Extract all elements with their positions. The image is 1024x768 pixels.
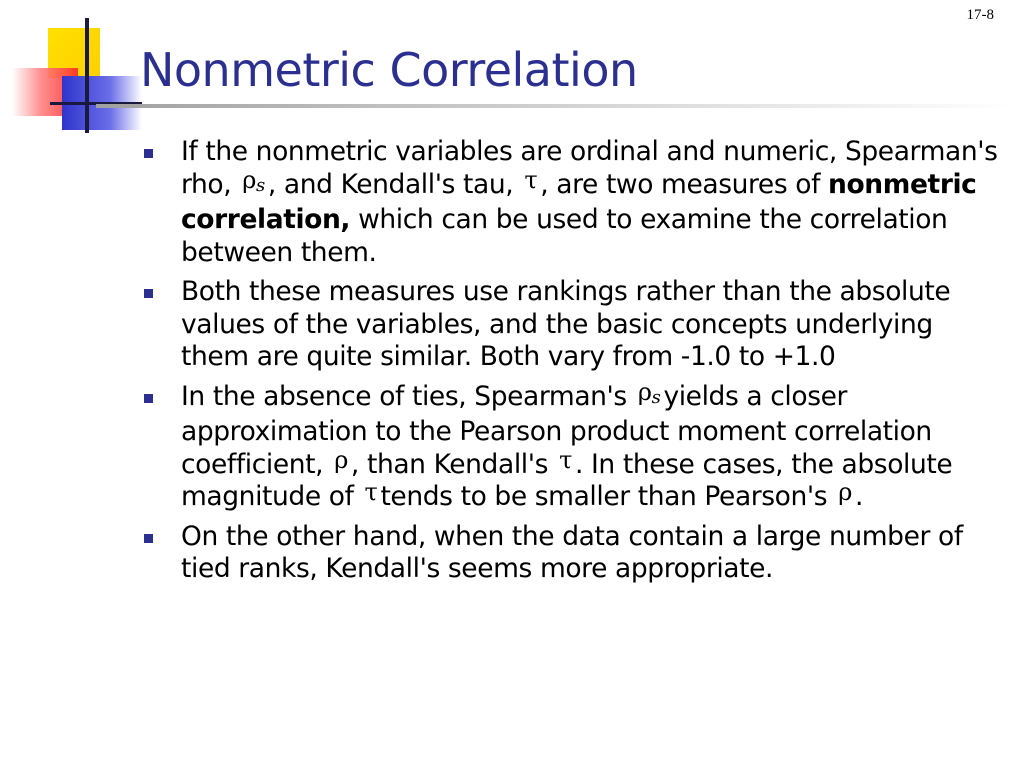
bullet-text bbox=[181, 136, 1004, 269]
kendall-tau-symbol: τ bbox=[364, 478, 378, 506]
kendall-tau-symbol: τ bbox=[559, 445, 572, 474]
bullet-text bbox=[181, 377, 1004, 514]
kendall-tau-symbol: τ bbox=[524, 165, 538, 194]
pearson-rho-symbol: ρ bbox=[334, 445, 348, 474]
title-divider bbox=[96, 104, 1014, 108]
rho-subscript: s bbox=[256, 174, 265, 196]
rho-glyph: ρ bbox=[242, 165, 257, 194]
spearman-rho-symbol bbox=[239, 164, 268, 200]
text-run: , and Kendall's tau, bbox=[267, 168, 522, 200]
spearman-rho-symbol bbox=[635, 376, 664, 412]
bullet-text: On the other hand, when the data contain a large number of tied ranks, Kendall's seems more appropriate. bbox=[181, 520, 963, 584]
square-bullet-icon bbox=[144, 394, 153, 403]
bullet-item bbox=[144, 276, 1004, 374]
bullet-item bbox=[144, 521, 1004, 586]
bullet-list bbox=[144, 136, 1004, 593]
slide-number: 17-8 bbox=[966, 7, 994, 23]
text-run: If the nonmetric variables are ordinal and numeric, Spearman's rho, bbox=[181, 136, 998, 200]
slide-title: Nonmetric Correlation bbox=[140, 43, 638, 97]
bullet-item bbox=[144, 377, 1004, 514]
text-run: , than Kendall's bbox=[350, 448, 557, 480]
square-bullet-icon bbox=[144, 149, 153, 158]
rho-subscript: s bbox=[651, 386, 661, 408]
text-run: , are two measures of bbox=[540, 168, 829, 200]
bullet-text: Both these measures use rankings rather than the absolute values of the variables, and the basic concepts underlying them are quite similar. Both vary from -1.0 to +1.0 bbox=[181, 276, 951, 372]
rho-glyph: ρ bbox=[637, 377, 652, 406]
bold-term: nonmetric correlation, bbox=[181, 168, 977, 235]
text-run: yields a closer approximation to the Pearson product moment correlation coefficient, bbox=[181, 380, 932, 480]
slide-logo bbox=[0, 0, 150, 140]
square-bullet-icon bbox=[144, 289, 153, 298]
text-run: tends to be smaller than Pearson's bbox=[380, 481, 836, 512]
text-run: In the absence of ties, Spearman's bbox=[181, 380, 635, 412]
text-run: which can be used to examine the correlation between them. bbox=[181, 204, 948, 268]
pearson-rho-symbol: ρ bbox=[838, 478, 852, 506]
text-run: . In these cases, the absolute magnitude of bbox=[181, 448, 953, 512]
square-bullet-icon bbox=[144, 534, 153, 543]
text-run: . bbox=[854, 481, 863, 512]
bullet-item bbox=[144, 136, 1004, 269]
